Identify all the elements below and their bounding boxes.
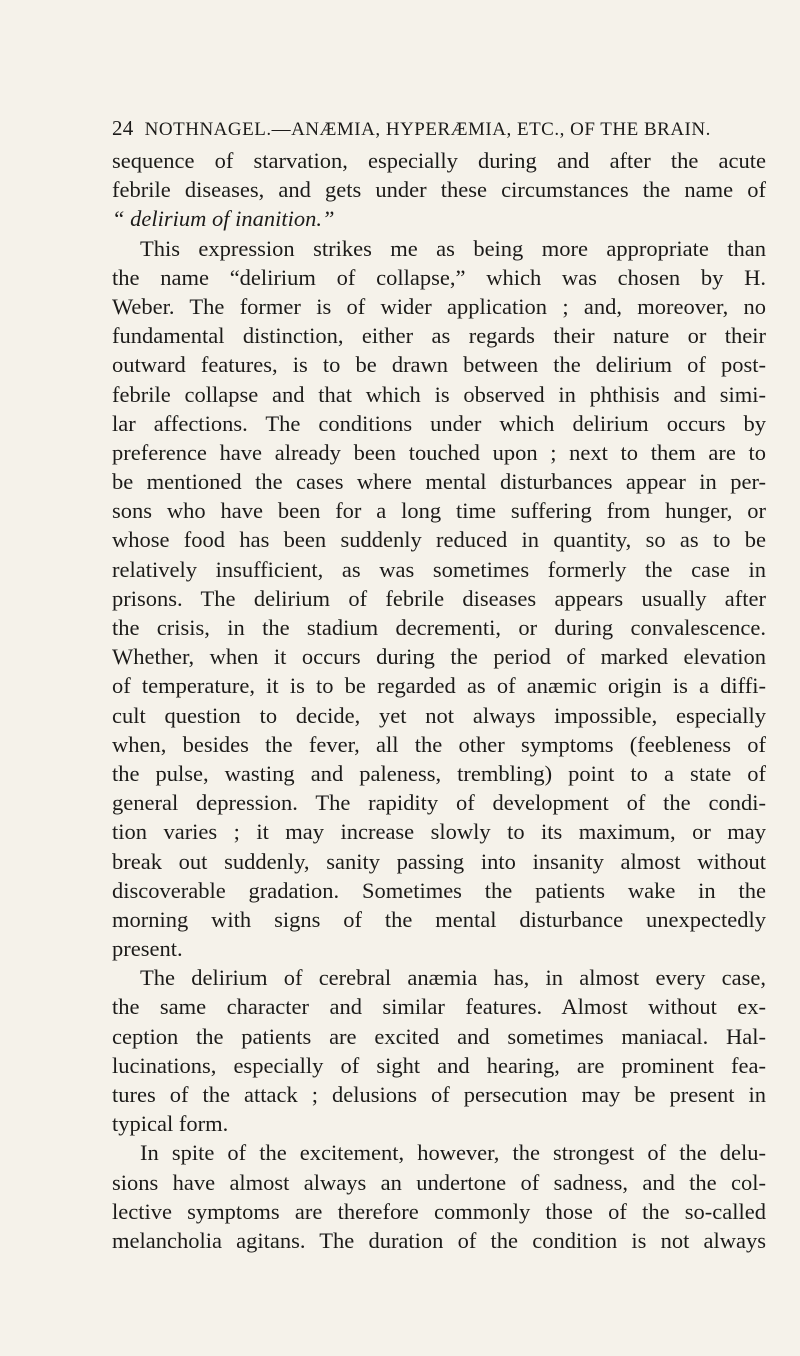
text-line: prisons. The delirium of febrile diseases appears usually after <box>112 585 766 611</box>
running-head <box>112 116 752 142</box>
text-line: melancholia agitans. The duration of the condition is not always <box>112 1227 766 1253</box>
text-line: fundamental distinction, either as regards their nature or their <box>112 323 766 349</box>
text-line: the same character and similar features. Almost without ex- <box>112 994 766 1020</box>
text-line: sequence of starvation, especially during and after the acute <box>112 148 766 173</box>
text-line: when, besides the fever, all the other symptoms (feebleness of <box>112 731 766 757</box>
text-line: sions have almost always an undertone of sadness, and the col- <box>112 1169 766 1195</box>
text-line: relatively insufficient, as was sometimes formerly the case in <box>112 556 766 582</box>
text-line: be mentioned the cases where mental disturbances appear in per- <box>112 469 766 495</box>
text-line: Weber. The former is of wider application ; and, moreover, no <box>112 293 766 319</box>
text-line: The delirium of cerebral anæmia has, in almost every case, <box>140 965 766 991</box>
text-line: preference have already been touched upon ; next to them are to <box>112 439 766 465</box>
text-line: ception the patients are excited and sometimes maniacal. Hal- <box>112 1023 766 1049</box>
text-line: the name “delirium of collapse,” which was chosen by H. <box>112 264 766 290</box>
text-line: lective symptoms are therefore commonly those of the so-called <box>112 1198 766 1224</box>
body-text <box>112 146 766 1255</box>
text-line: general depression. The rapidity of development of the condi- <box>112 790 766 816</box>
text-line: whose food has been suddenly reduced in quantity, so as to be <box>112 527 766 553</box>
text-line: morning with signs of the mental disturbance unexpectedly <box>112 906 766 932</box>
text-line: present. <box>112 936 183 962</box>
text-line: In spite of the excitement, however, the strongest of the delu- <box>140 1140 766 1166</box>
text-line: tures of the attack ; delusions of persecution may be present in <box>112 1082 766 1107</box>
page-number: 24 <box>112 116 134 140</box>
text-line: Whether, when it occurs during the period of marked elevation <box>112 644 766 670</box>
text-line: lar affections. The conditions under which delirium occurs by <box>112 410 766 436</box>
text-line: the crisis, in the stadium decrementi, or during convalescence. <box>112 615 766 640</box>
text-line: “ delirium of inanition.” <box>112 206 335 232</box>
text-line: tion varies ; it may increase slowly to its maximum, or may <box>112 819 766 845</box>
running-title: NOTHNAGEL.—ANÆMIA, HYPERÆMIA, ETC., OF THE BRAIN. <box>144 119 711 140</box>
text-line: of temperature, it is to be regarded as of anæmic origin is a diffi- <box>112 673 766 699</box>
text-line: This expression strikes me as being more appropriate than <box>140 235 766 261</box>
text-line: outward features, is to be drawn between the delirium of post- <box>112 352 766 378</box>
text-line: the pulse, wasting and paleness, trembling) point to a state of <box>112 760 766 786</box>
text-line: cult question to decide, yet not always impossible, especially <box>112 702 766 728</box>
text-line: lucinations, especially of sight and hearing, are prominent fea- <box>112 1052 766 1078</box>
text-line: febrile diseases, and gets under these circumstances the name of <box>112 177 766 203</box>
text-line: febrile collapse and that which is observed in phthisis and simi- <box>112 381 766 407</box>
text-line: typical form. <box>112 1111 229 1137</box>
text-line: break out suddenly, sanity passing into insanity almost without <box>112 848 766 874</box>
text-line: sons who have been for a long time suffering from hunger, or <box>112 498 766 524</box>
text-line: discoverable gradation. Sometimes the patients wake in the <box>112 877 766 903</box>
